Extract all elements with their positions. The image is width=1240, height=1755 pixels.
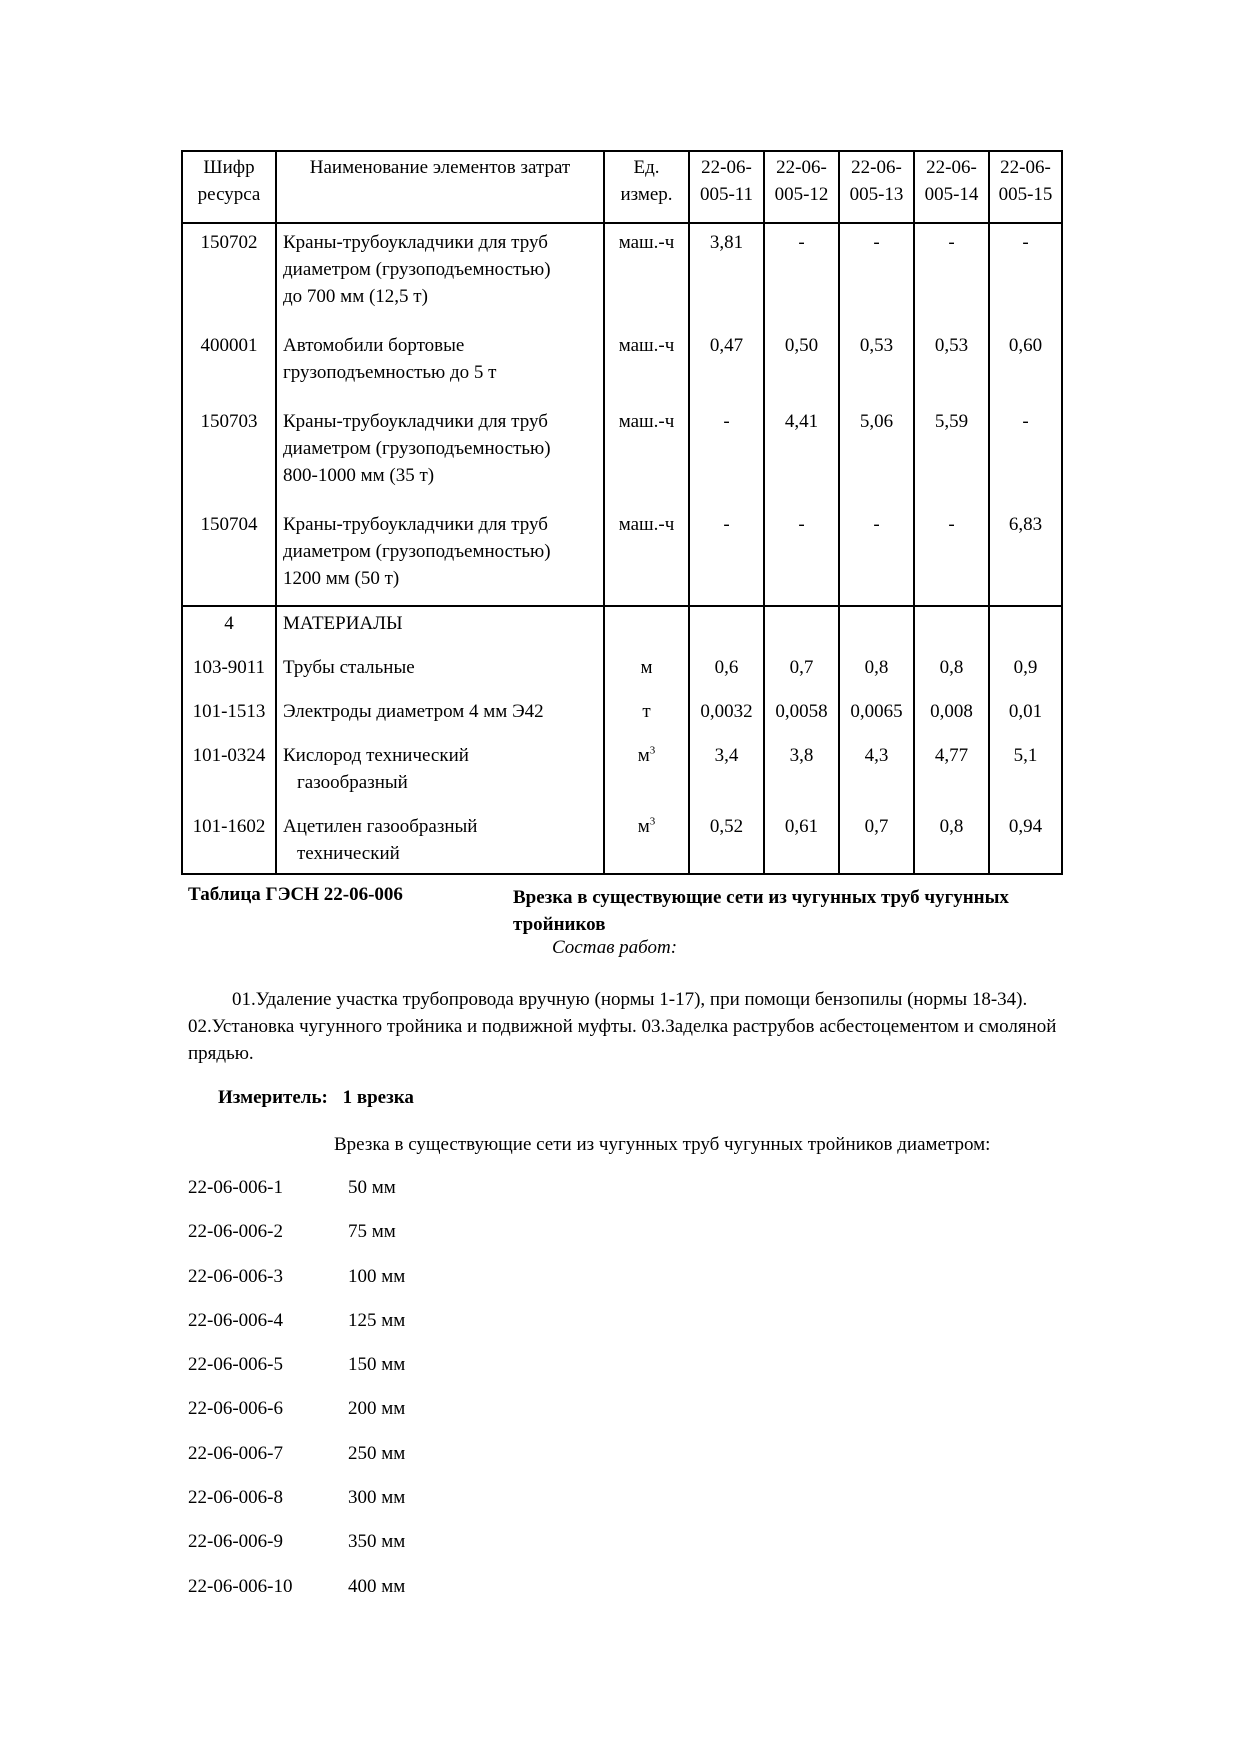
resource-unit: м: [604, 651, 689, 695]
header-col-5: 22-06- 005-15: [989, 151, 1062, 223]
resource-code: 150704: [182, 506, 276, 606]
variants-list: [188, 1177, 688, 1620]
resource-table: [181, 150, 1063, 875]
variant-size: 400 мм: [348, 1575, 406, 1597]
table-id: Таблица ГЭСН 22-06-006: [188, 884, 403, 905]
value-cell: -: [989, 223, 1062, 327]
resource-code: 150702: [182, 223, 276, 327]
resource-unit: маш.-ч: [604, 223, 689, 327]
value-cell: 0,008: [914, 695, 989, 739]
value-cell: 0,94: [989, 810, 1062, 874]
value-cell: 6,83: [989, 506, 1062, 606]
variant-size: 75 мм: [348, 1221, 396, 1243]
resource-code: 101-1513: [182, 695, 276, 739]
value-cell: -: [689, 403, 764, 506]
section-title: МАТЕРИАЛЫ: [276, 606, 604, 651]
variant-size: 150 мм: [348, 1354, 406, 1376]
list-item: [188, 1487, 688, 1531]
value-cell: 0,53: [839, 327, 914, 403]
work-composition-text: 01.Удаление участка трубопровода вручную (нормы 1-17), при помощи бензопилы (нормы 18-34). 02.Установка чугунного тройника и подвижной муфты. 03.Заделка раструбов асбестоцементом и смоляной прядью.: [188, 989, 1057, 1064]
value-cell: 0,0032: [689, 695, 764, 739]
resource-unit: маш.-ч: [604, 327, 689, 403]
value-cell: -: [839, 223, 914, 327]
list-item: [188, 1576, 688, 1620]
value-cell: 3,4: [689, 739, 764, 810]
variant-code: 22-06-006-7: [188, 1442, 283, 1464]
header-code: Шифр ресурса: [182, 151, 276, 223]
value-cell: 0,0065: [839, 695, 914, 739]
meter-label: Измеритель:: [218, 1087, 328, 1108]
table-row: [182, 506, 1062, 606]
table-row: [182, 327, 1062, 403]
list-item: [188, 1266, 688, 1310]
value-cell: 3,81: [689, 223, 764, 327]
value-cell: -: [839, 506, 914, 606]
value-cell: 0,52: [689, 810, 764, 874]
variant-code: 22-06-006-3: [188, 1265, 283, 1287]
meter-value: 1 врезка: [342, 1087, 414, 1108]
value-cell: 4,41: [764, 403, 839, 506]
table-row: [182, 695, 1062, 739]
table-row: [182, 810, 1062, 874]
value-cell: 0,01: [989, 695, 1062, 739]
resource-name: Кислород технический газообразный: [276, 739, 604, 810]
variant-code: 22-06-006-6: [188, 1398, 283, 1420]
meter: [218, 1087, 414, 1109]
value-cell: -: [989, 403, 1062, 506]
list-item: [188, 1177, 688, 1221]
list-item: [188, 1531, 688, 1575]
table-row: [182, 651, 1062, 695]
variant-code: 22-06-006-1: [188, 1177, 283, 1198]
value-cell: 0,47: [689, 327, 764, 403]
variant-size: 300 мм: [348, 1487, 406, 1509]
resource-unit: т: [604, 695, 689, 739]
variant-size: 350 мм: [348, 1531, 406, 1553]
value-cell: 0,7: [839, 810, 914, 874]
table-row: [182, 223, 1062, 327]
variant-code: 22-06-006-8: [188, 1487, 283, 1509]
resource-name: Краны-трубоукладчики для труб диаметром (грузоподъемностью) 1200 мм (50 т): [276, 506, 604, 606]
resource-unit: маш.-ч: [604, 403, 689, 506]
value-cell: 5,06: [839, 403, 914, 506]
value-cell: -: [764, 223, 839, 327]
value-cell: -: [914, 506, 989, 606]
table-header: [182, 151, 1062, 223]
value-cell: 0,0058: [764, 695, 839, 739]
list-item: [188, 1310, 688, 1354]
header-col-4: 22-06- 005-14: [914, 151, 989, 223]
section-heading-row: [182, 606, 1062, 651]
materials-section: [182, 606, 1062, 874]
resource-code: 150703: [182, 403, 276, 506]
variant-size: 50 мм: [348, 1177, 396, 1198]
value-cell: 0,61: [764, 810, 839, 874]
resource-unit: $м^3$: [604, 739, 689, 810]
value-cell: 5,1: [989, 739, 1062, 810]
resource-name: Ацетилен газообразный технический: [276, 810, 604, 874]
machines-section: [182, 223, 1062, 606]
variant-size: 200 мм: [348, 1398, 406, 1420]
variant-size: 100 мм: [348, 1265, 406, 1287]
variant-code: 22-06-006-9: [188, 1531, 283, 1553]
variant-code: 22-06-006-4: [188, 1309, 283, 1331]
value-cell: 3,8: [764, 739, 839, 810]
work-composition-heading: Состав работ:: [552, 937, 678, 958]
list-item: [188, 1221, 688, 1265]
variants-intro: Врезка в существующие сети из чугунных труб чугунных тройников диаметром:: [334, 1134, 991, 1155]
variant-code: 22-06-006-5: [188, 1354, 283, 1376]
value-cell: 0,8: [914, 651, 989, 695]
value-cell: 0,53: [914, 327, 989, 403]
value-cell: 0,8: [839, 651, 914, 695]
resource-name: Краны-трубоукладчики для труб диаметром (грузоподъемностью) до 700 мм (12,5 т): [276, 223, 604, 327]
value-cell: 4,77: [914, 739, 989, 810]
resource-code: 103-9011: [182, 651, 276, 695]
list-item: [188, 1443, 688, 1487]
resource-unit: маш.-ч: [604, 506, 689, 606]
value-cell: 0,9: [989, 651, 1062, 695]
header-col-1: 22-06- 005-11: [689, 151, 764, 223]
resource-code: 101-0324: [182, 739, 276, 810]
value-cell: 0,7: [764, 651, 839, 695]
resource-name: Краны-трубоукладчики для труб диаметром (грузоподъемностью) 800-1000 мм (35 т): [276, 403, 604, 506]
resource-name: Автомобили бортовые грузоподъемностью до 5 т: [276, 327, 604, 403]
value-cell: 0,6: [689, 651, 764, 695]
variant-code: 22-06-006-2: [188, 1221, 283, 1243]
header-unit: Ед. измер.: [604, 151, 689, 223]
value-cell: 5,59: [914, 403, 989, 506]
value-cell: 0,50: [764, 327, 839, 403]
resource-name: Трубы стальные: [276, 651, 604, 695]
header-name: Наименование элементов затрат: [276, 151, 604, 223]
value-cell: 0,60: [989, 327, 1062, 403]
resource-name: Электроды диаметром 4 мм Э42: [276, 695, 604, 739]
value-cell: 4,3: [839, 739, 914, 810]
list-item: [188, 1354, 688, 1398]
table-row: [182, 403, 1062, 506]
value-cell: 0,8: [914, 810, 989, 874]
list-item: [188, 1398, 688, 1442]
value-cell: -: [764, 506, 839, 606]
variant-code: 22-06-006-10: [188, 1575, 293, 1597]
value-cell: -: [689, 506, 764, 606]
value-cell: -: [914, 223, 989, 327]
section-code: 4: [182, 606, 276, 651]
variant-size: 250 мм: [348, 1442, 406, 1464]
resource-unit: $м^3$: [604, 810, 689, 874]
resource-code: 400001: [182, 327, 276, 403]
resource-code: 101-1602: [182, 810, 276, 874]
table-row: [182, 739, 1062, 810]
table-title: Врезка в существующие сети из чугунных труб чугунных тройников: [513, 887, 1009, 935]
variant-size: 125 мм: [348, 1309, 406, 1331]
header-col-2: 22-06- 005-12: [764, 151, 839, 223]
header-col-3: 22-06- 005-13: [839, 151, 914, 223]
